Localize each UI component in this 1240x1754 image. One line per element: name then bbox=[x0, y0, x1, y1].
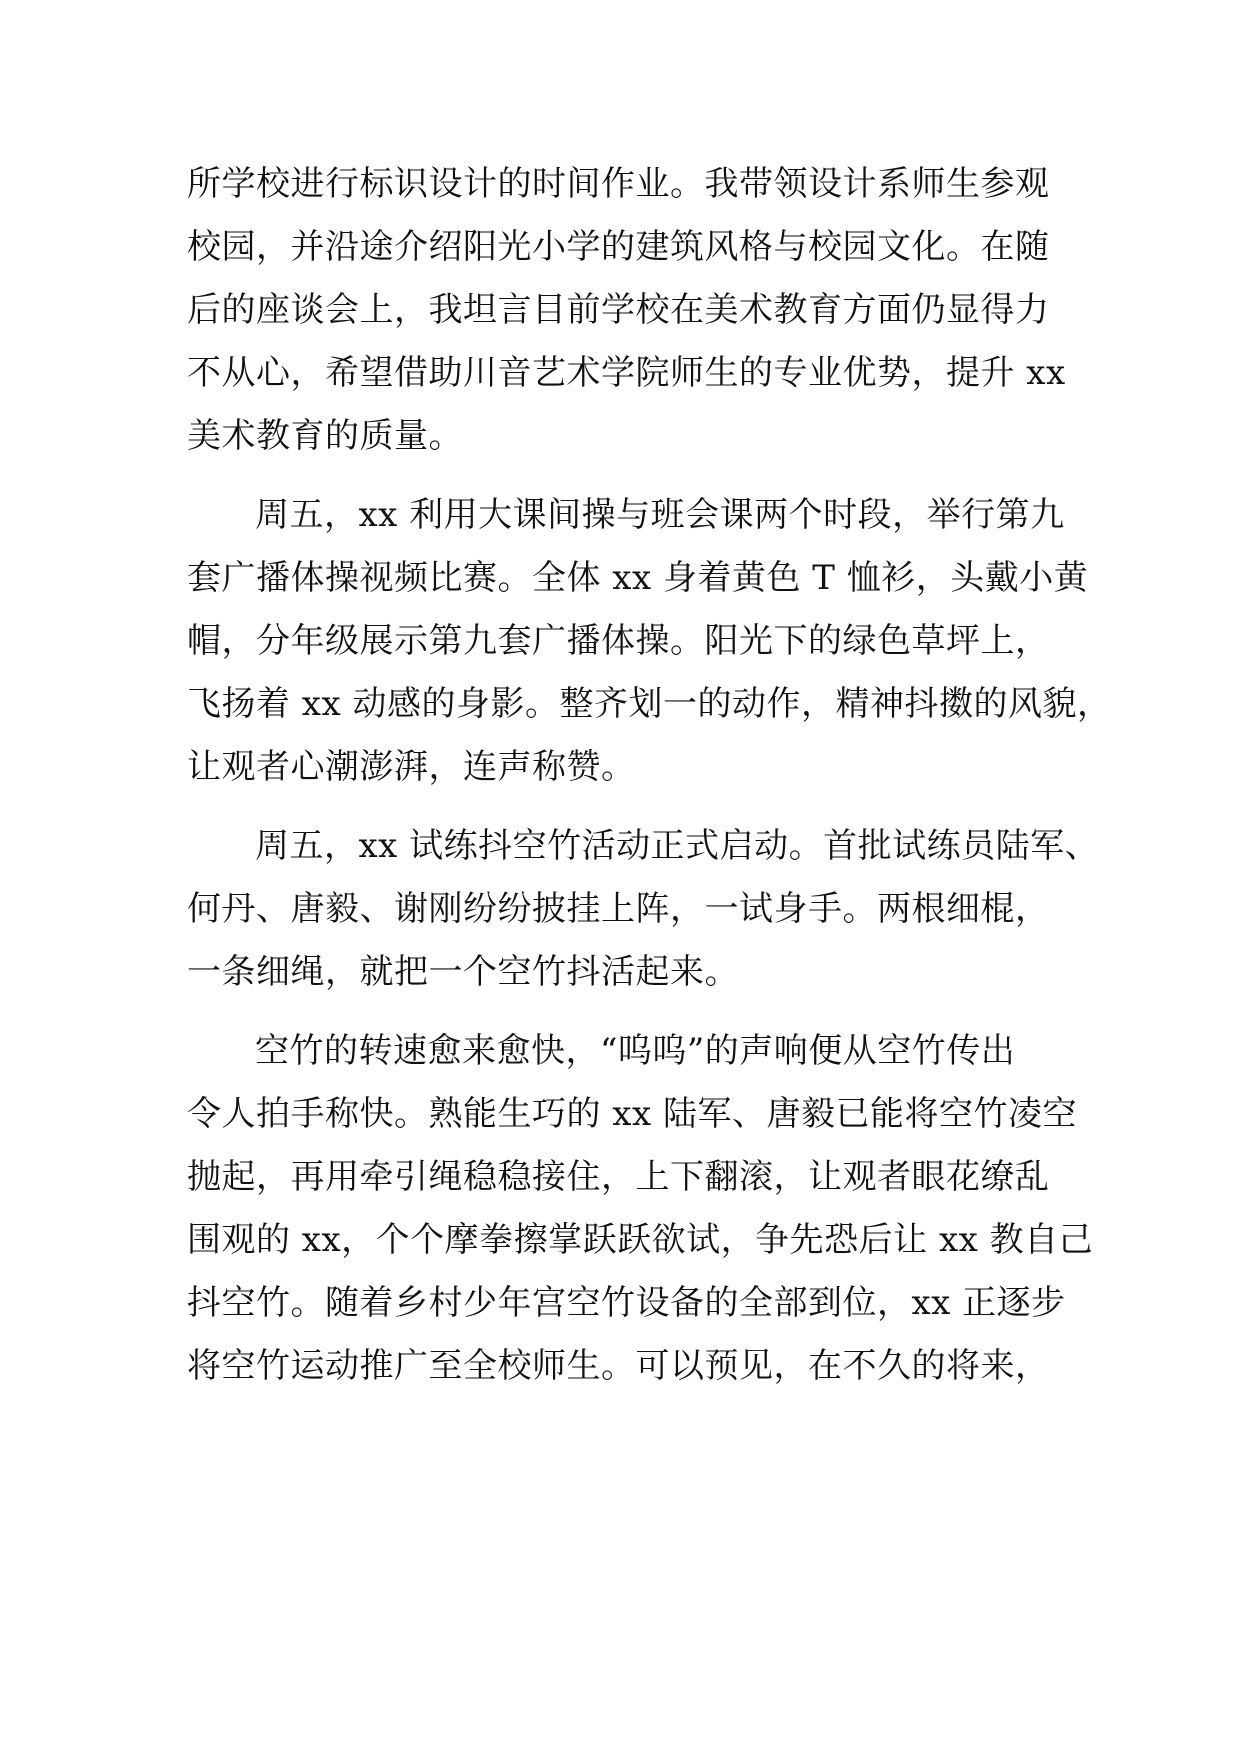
paragraph-first-line: 空竹的转速愈来愈快，“呜呜”的声响便从空竹传出 bbox=[255, 1031, 1016, 1071]
text-line: 美术教育的质量。 bbox=[187, 416, 463, 456]
text-line: 校园，并沿途介绍阳光小学的建筑风格与校园文化。在随 bbox=[187, 227, 1050, 267]
text-line: 不从心，希望借助川音艺术学院师生的专业优势，提升 xx bbox=[187, 353, 1066, 393]
paragraph-first-line: 周五，xx 试练抖空竹活动正式启动。首批试练员陆军、 bbox=[255, 826, 1100, 866]
text-line: 围观的 xx，个个摩拳擦掌跃跃欲试，争先恐后让 xx 教自己 bbox=[187, 1220, 1094, 1260]
text-line: 飞扬着 xx 动感的身影。整齐划一的动作，精神抖擞的风貌， bbox=[187, 684, 1112, 724]
text-line: 让观者心潮澎湃，连声称赞。 bbox=[187, 747, 636, 787]
text-line: 将空竹运动推广至全校师生。可以预见，在不久的将来， bbox=[187, 1346, 1050, 1386]
text-line: 一条细绳，就把一个空竹抖活起来。 bbox=[187, 952, 739, 992]
text-line: 后的座谈会上，我坦言目前学校在美术教育方面仍显得力 bbox=[187, 290, 1050, 330]
text-line: 抖空竹。随着乡村少年宫空竹设备的全部到位，xx 正逐步 bbox=[187, 1283, 1066, 1323]
text-line: 何丹、唐毅、谢刚纷纷披挂上阵，一试身手。两根细棍， bbox=[187, 889, 1050, 929]
text-line: 抛起，再用牵引绳稳稳接住，上下翻滚，让观者眼花缭乱 bbox=[187, 1157, 1050, 1197]
paragraph-first-line: 周五，xx 利用大课间操与班会课两个时段，举行第九 bbox=[255, 495, 1065, 535]
text-line: 令人拍手称快。熟能生巧的 xx 陆军、唐毅已能将空竹凌空 bbox=[187, 1094, 1077, 1134]
text-line: 帽，分年级展示第九套广播体操。阳光下的绿色草坪上， bbox=[187, 621, 1050, 661]
text-line: 所学校进行标识设计的时间作业。我带领设计系师生参观 bbox=[187, 164, 1050, 204]
text-line: 套广播体操视频比赛。全体 xx 身着黄色 T 恤衫，头戴小黄 bbox=[187, 558, 1089, 598]
